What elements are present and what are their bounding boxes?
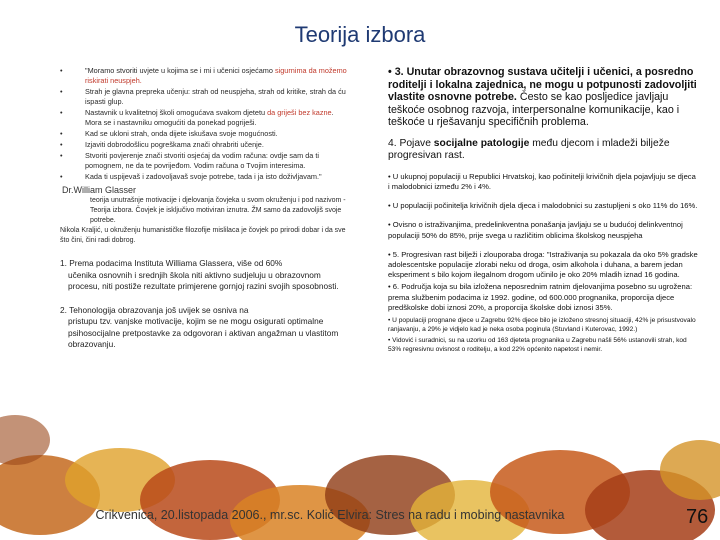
- page-number: 76: [686, 506, 709, 528]
- point-2-body: pristupu tzv. vanjske motivacije, kojim se ne mogu osigurati optimalne psihosocijalne pretpostavke za odgovoran i aktivan angažman u vlastitom obrazovanju.: [68, 316, 339, 349]
- quote-bullet-7: • Kada ti uspijevaš i zadovoljavaš svoje potrebe, tada i ja isto doživljavam.": [60, 172, 350, 182]
- kraljic-note: Nikola Kraljić, u okruženju humanističke filozofije mislilaca je čovjek po prirodi dobar i da sve što čini, čini radi dobrog.: [60, 227, 346, 244]
- stat-bullet-6: • U populaciji prognane djece u Zagrebu 92% djece bilo je izloženo stresnoj situaciji, 42% je prisustvovalo ranjavanju, a 29% je vidjelo kad je neka osoba poginula (Stuvland i Kuterovac, 1992.): [388, 317, 696, 334]
- point-3-body: Često se kao posljedice javljaju teškoće osobnog razvoja, interpersonalne komunikacije, kao i teškoće u rješavanju specifičnih problema.: [388, 91, 680, 129]
- point-1-lead: 1. Prema podacima Instituta Williama Glassera, više od 60%: [60, 258, 283, 268]
- quote-bullet-3-red: da griješi bez kazne: [267, 108, 332, 117]
- stat-bullet-3: • Ovisno o istraživanjima, predelinkventna ponašanja javljaju se u budućoj delinkventnoj populaciji 50% do 85%, prije svega u različitim oblicima školskog neuspjeha: [388, 220, 683, 240]
- quote-bullet-5: • Izjaviti dobrodošlicu pogreškama znači ohrabriti učenje.: [60, 140, 350, 150]
- point-1: [60, 258, 350, 293]
- quote-bullet-1-red: sigurnima da možemo riskirati neuspjeh.: [85, 66, 347, 85]
- quote-bullet-6: • Stvoriti povjerenje znači stvoriti osjećaj da vodim računa: ovdje sam da ti pomognem, ne da te povrijeđom. Vodim računa o Tvojim interesima.: [60, 151, 350, 171]
- quote-bullet-1-text: "Moramo stvoriti uvjete u kojima se i mi i učenici osjećamo: [85, 66, 275, 75]
- right-column: [388, 66, 698, 363]
- quote-author: Dr.William Glasser: [62, 185, 137, 195]
- page-title: Teorija izbora: [294, 22, 426, 47]
- quote-bullet-3-tail: . Mora se i nastavniku omogućiti da ponekad pogriješi.: [85, 108, 334, 127]
- point-4-post: među djecom i mladeži bilježe progresivan rast.: [388, 137, 670, 162]
- glasser-note: teorija unutrašnje motivacije i djelovanja čovjeka u svom okruženju i pod nazivom - Teorija izbora. Čovjek je isključivo motiviran iznutra. ŽM samo da zadovoljiš svoje potrebe.: [90, 197, 346, 224]
- point-3-bold: • 3. Unutar obrazovnog sustava učitelji i učenici, a posredno roditelji i lokalna zajednica, ne mogu u potpunosti zadovoljiti vlastite osnovne potrebe.: [388, 66, 697, 104]
- point-2-lead: 2. Tehonologija obrazovanja još uvijek se osniva na: [60, 304, 249, 315]
- point-3: [388, 66, 698, 129]
- quote-bullet-4: • Kad se ukloni strah, onda dijete iskušava svoje mogućnosti.: [60, 129, 350, 139]
- quote-bullet-1: [60, 66, 350, 86]
- left-column: [60, 66, 350, 351]
- quote-bullet-3-text: Nastavnik u kvalitetnoj školi omogućava svakom djetetu: [85, 108, 268, 117]
- point-4-pre: 4. Pojave: [388, 137, 434, 149]
- point-4: [388, 138, 698, 163]
- point-1-body: učenika osnovnih i srednjih škola niti aktivno sudjeluju u obrazovnom procesu, niti postiže rezultate primjerene gornjoj razini svojih sposobnosti.: [68, 269, 339, 291]
- stat-bullet-5: • 6. Područja koja su bila izložena neposrednim ratnim djelovanjima posebno su ugrožena: prema službenim podacima iz 1992. godine, od 600.000 prognanika, proporcija djece predškolske dobi iznosi 20%, a proporcija školske dobi iznosi 35%.: [388, 282, 693, 312]
- point-4-bold: socijalne patologije: [433, 137, 530, 149]
- stat-bullet-4: • 5. Progresivan rast bilježi i zlouporaba droga: "Istraživanja su pokazala da oko 5% gradske adolescentske populacije zlorabi neku od droga, osim alkohola i duhana, a barem jedan eksperiment s bilo kojom ilegalnom drogom učinilo je oko 20% mladih iznad 16 godina.: [388, 249, 698, 280]
- stat-bullet-2: • U populaciji počinitelja krivičnih djela djeca i malodobnici su zastupljeni s oko 11% do 16%.: [388, 201, 698, 211]
- quote-bullet-3: [60, 108, 350, 128]
- quote-bullet-2: • Strah je glavna prepreka učenju: strah od neuspjeha, strah od kritike, strah da ću ispasti glup.: [60, 87, 350, 107]
- footer-text: Crikvenica, 20.listopada 2006., mr.sc. Kolić Elvira: Stres na radu i mobing nastavnika: [95, 508, 565, 522]
- stat-bullet-7: • Vidović i suradnici, su na uzorku od 163 djeteta prognanika u Zagrebu našli 56% ustanovili strah, kod 53% regresivnu ovisnost o roditelju, a kod 22% općenito napetost i nemir.: [388, 337, 687, 354]
- point-2: [60, 305, 350, 351]
- stat-bullet-1: • U ukupnoj populaciji u Republici Hrvatskoj, kao počinitelji krivičnih djela pojavljuju se djeca i malodobnici između 2% i 4%.: [388, 171, 696, 191]
